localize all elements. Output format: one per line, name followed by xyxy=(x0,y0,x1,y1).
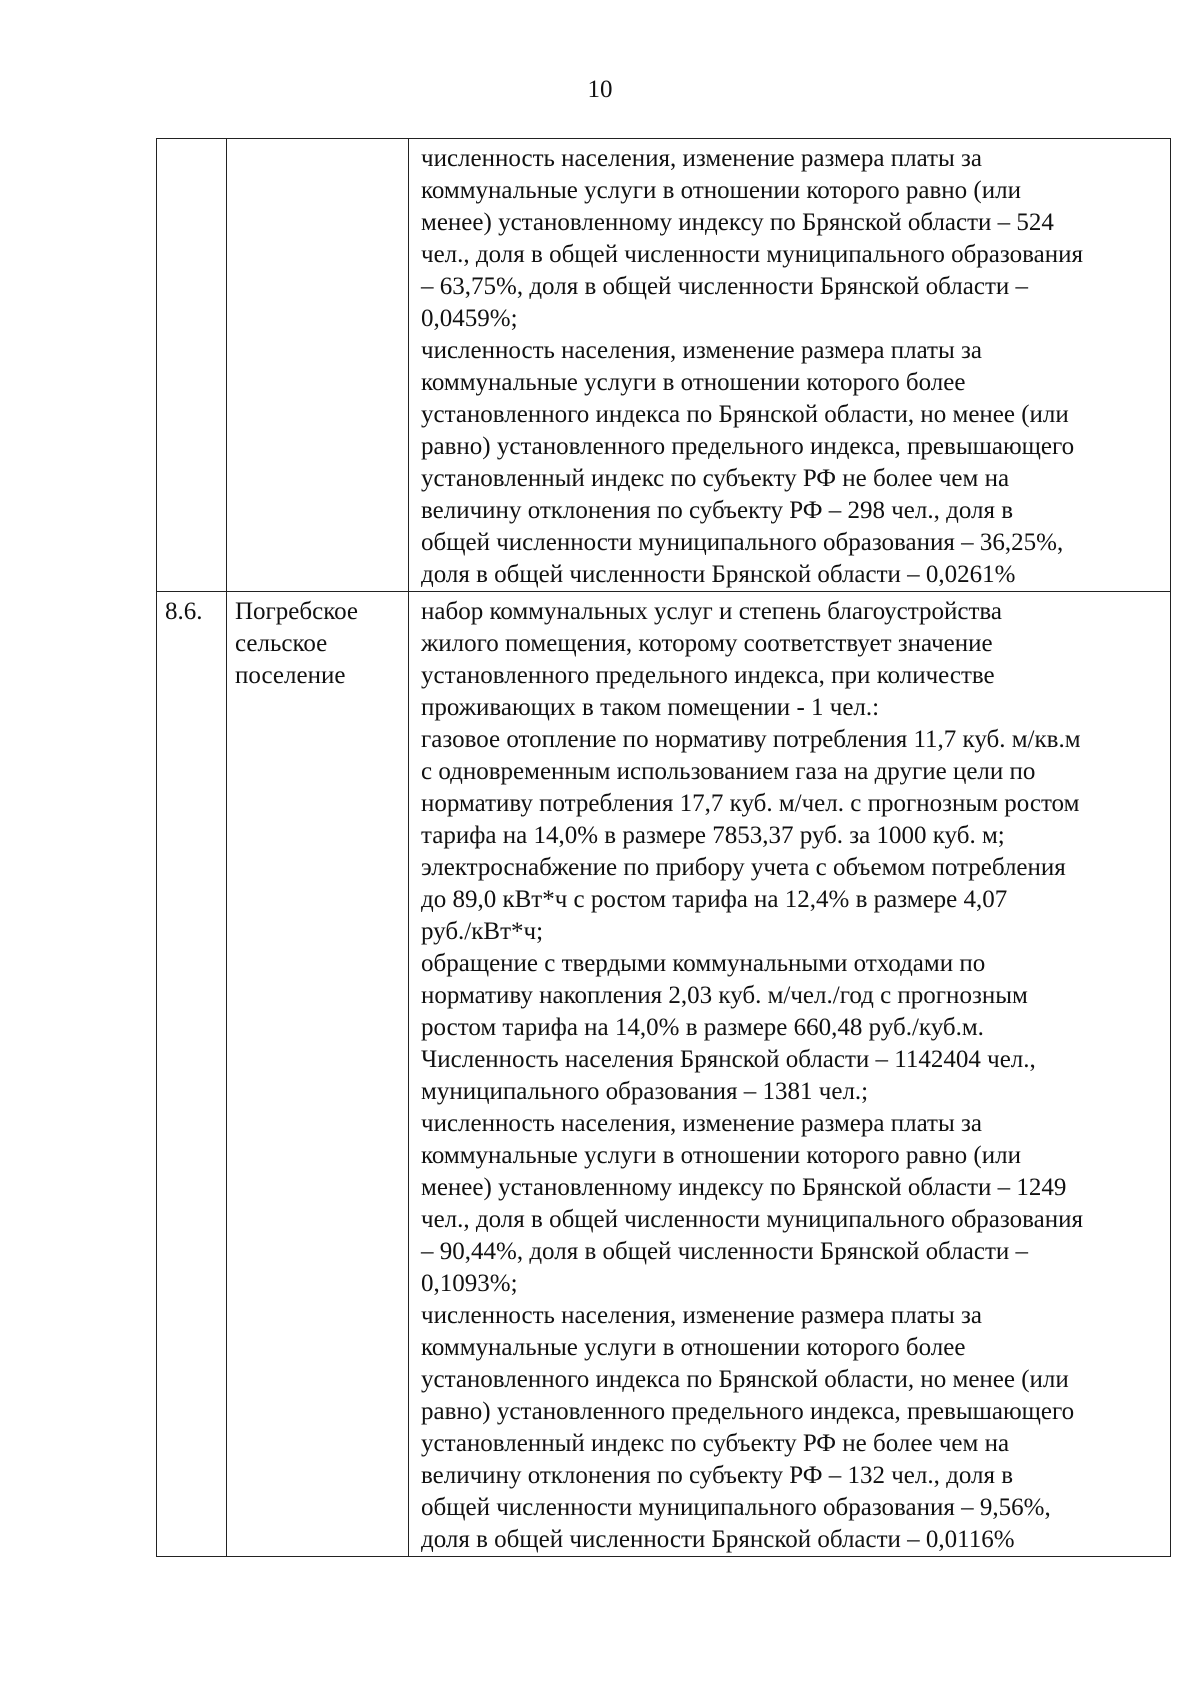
description-cell xyxy=(409,592,1171,1557)
description-line: общей численности муниципального образования – 9,56%, xyxy=(421,1494,1051,1521)
description-line: менее) установленному индексу по Брянской области – 1249 xyxy=(421,1174,1067,1201)
table-row xyxy=(157,139,1171,592)
description-line: равно) установленного предельного индекса, превышающего xyxy=(421,433,1075,460)
description-line: Численность населения Брянской области – 1142404 чел., xyxy=(421,1046,1036,1073)
description-line: жилого помещения, которому соответствует значение xyxy=(421,630,993,657)
description-line: численность населения, изменение размера платы за xyxy=(421,337,982,364)
description-line: проживающих в таком помещении - 1 чел.: xyxy=(421,694,880,721)
description-line: – 63,75%, доля в общей численности Брянской области – xyxy=(421,273,1028,300)
table-row xyxy=(157,592,1171,1557)
description-line: установленного индекса по Брянской области, но менее (или xyxy=(421,401,1069,428)
settlement-name-line: сельское xyxy=(235,630,328,657)
description-line: тарифа на 14,0% в размере 7853,37 руб. за 1000 куб. м; xyxy=(421,822,1005,849)
settlement-name-cell xyxy=(227,139,409,592)
description-line: доля в общей численности Брянской области – 0,0261% xyxy=(421,561,1016,588)
description-line: коммунальные услуги в отношении которого равно (или xyxy=(421,177,1021,204)
description-line: электроснабжение по прибору учета с объемом потребления xyxy=(421,854,1066,881)
description-line: – 90,44%, доля в общей численности Брянской области – xyxy=(421,1238,1028,1265)
row-number-cell xyxy=(157,139,227,592)
description-line: газовое отопление по нормативу потребления 11,7 куб. м/кв.м xyxy=(421,726,1081,753)
settlement-name-line: Погребское xyxy=(235,598,358,625)
description-cell xyxy=(409,139,1171,592)
description-line: установленного индекса по Брянской области, но менее (или xyxy=(421,1366,1069,1393)
description-line: равно) установленного предельного индекса, превышающего xyxy=(421,1398,1075,1425)
description-line: муниципального образования – 1381 чел.; xyxy=(421,1078,869,1105)
description-line: ростом тарифа на 14,0% в размере 660,48 руб./куб.м. xyxy=(421,1014,984,1041)
description-line: установленный индекс по субъекту РФ не более чем на xyxy=(421,465,1010,492)
description-line: общей численности муниципального образования – 36,25%, xyxy=(421,529,1064,556)
table-body xyxy=(157,139,1171,1557)
description-line: набор коммунальных услуг и степень благоустройства xyxy=(421,598,1002,625)
description-line: коммунальные услуги в отношении которого более xyxy=(421,369,966,396)
description-line: численность населения, изменение размера платы за xyxy=(421,1110,982,1137)
description-line: установленного предельного индекса, при количестве xyxy=(421,662,995,689)
description-line: коммунальные услуги в отношении которого равно (или xyxy=(421,1142,1021,1169)
description-line: численность населения, изменение размера платы за xyxy=(421,1302,982,1329)
description-line: нормативу потребления 17,7 куб. м/чел. с прогнозным ростом xyxy=(421,790,1080,817)
description-line: величину отклонения по субъекту РФ – 132 чел., доля в xyxy=(421,1462,1014,1489)
row-number-cell: 8.6. xyxy=(157,592,227,1557)
description-line: руб./кВт*ч; xyxy=(421,918,544,945)
description-line: 0,0459%; xyxy=(421,305,518,332)
description-line: установленный индекс по субъекту РФ не более чем на xyxy=(421,1430,1010,1457)
description-line: чел., доля в общей численности муниципального образования xyxy=(421,241,1083,268)
description-line: численность населения, изменение размера платы за xyxy=(421,145,982,172)
description-line: с одновременным использованием газа на другие цели по xyxy=(421,758,1036,785)
settlement-name-line: поселение xyxy=(235,662,346,689)
description-line: обращение с твердыми коммунальными отходами по xyxy=(421,950,986,977)
data-table xyxy=(156,138,1171,1557)
description-line: чел., доля в общей численности муниципального образования xyxy=(421,1206,1083,1233)
description-line: до 89,0 кВт*ч с ростом тарифа на 12,4% в размере 4,07 xyxy=(421,886,1008,913)
description-line: величину отклонения по субъекту РФ – 298 чел., доля в xyxy=(421,497,1014,524)
description-line: 0,1093%; xyxy=(421,1270,518,1297)
description-line: доля в общей численности Брянской области – 0,0116% xyxy=(421,1526,1015,1553)
description-line: менее) установленному индексу по Брянской области – 524 xyxy=(421,209,1054,236)
page-number: 10 xyxy=(587,76,613,103)
settlement-name-cell xyxy=(227,592,409,1557)
description-line: коммунальные услуги в отношении которого более xyxy=(421,1334,966,1361)
description-line: нормативу накопления 2,03 куб. м/чел./год с прогнозным xyxy=(421,982,1028,1009)
